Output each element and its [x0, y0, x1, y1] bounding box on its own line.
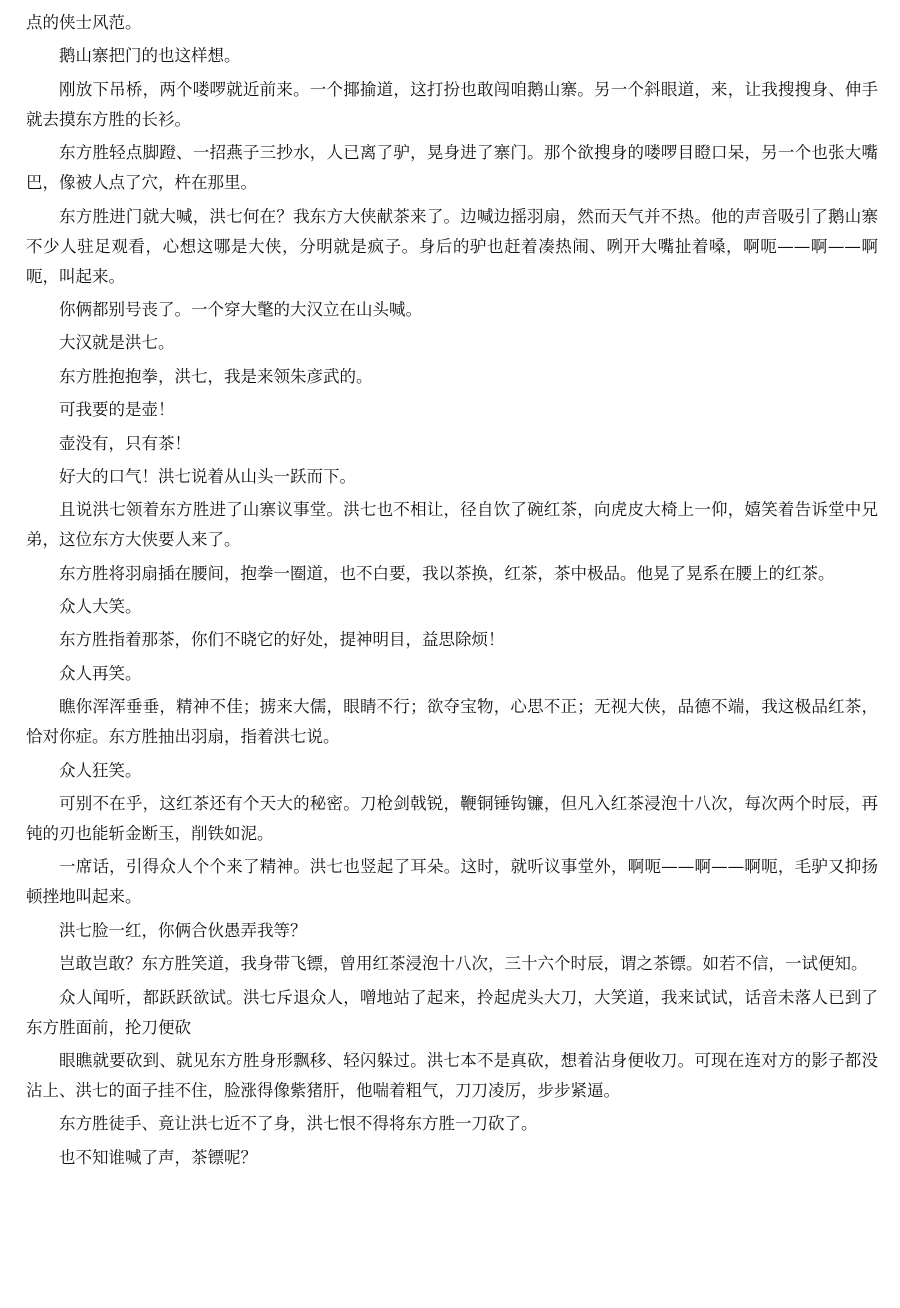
- paragraph-20: 一席话，引得众人个个来了精神。洪七也竖起了耳朵。这时，就听议事堂外，啊呃——啊——啊呃，毛驴又抑扬顿挫地叫起来。: [26, 857, 878, 907]
- paragraph-3: 刚放下吊桥，两个喽啰就近前来。一个揶揄道，这打扮也敢闯咱鹅山寨。另一个斜眼道，来，让我搜搜身、伸手就去摸东方胜的长衫。: [26, 79, 878, 129]
- paragraph-12: 且说洪七领着东方胜进了山寨议事堂。洪七也不相让，径自饮了碗红茶，向虎皮大椅上一仰，嬉笑着告诉堂中兄弟，这位东方大侠要人来了。: [26, 500, 878, 550]
- paragraph-18: 众人狂笑。: [59, 760, 142, 780]
- paragraph-2: 鹅山寨把门的也这样想。: [59, 46, 241, 66]
- paragraph-11: 好大的口气！洪七说着从山头一跃而下。: [59, 466, 356, 486]
- paragraph-24: 眼瞧就要砍到、就见东方胜身形飘移、轻闪躲过。洪七本不是真砍，想着沾身便收刀。可现在连对方的影子都没沾上、洪七的面子挂不住，脸涨得像紫猪肝，他喘着粗气，刀刀凌厉，步步紧逼。: [26, 1050, 878, 1100]
- paragraph-10: 壶没有，只有茶！: [59, 433, 191, 453]
- paragraph-4: 东方胜轻点脚蹬、一招燕子三抄水，人已离了驴，晃身进了寨门。那个欲搜身的喽啰目瞪口呆，另一个也张大嘴巴，像被人点了穴，杵在那里。: [26, 143, 878, 193]
- paragraph-16: 众人再笑。: [59, 663, 142, 683]
- paragraph-22: 岂敢岂敢？东方胜笑道，我身带飞镖，曾用红茶浸泡十八次，三十六个时辰，谓之茶镖。如若不信，一试便知。: [59, 954, 868, 974]
- paragraph-7: 大汉就是洪七。: [59, 333, 175, 353]
- paragraph-9: 可我要的是壶！: [59, 400, 175, 420]
- paragraph-19: 可别不在乎，这红茶还有个天大的秘密。刀枪剑戟锐，鞭铜锤钩镰，但凡入红茶浸泡十八次，每次两个时辰，再钝的刃也能斩金断玉，削铁如泥。: [26, 794, 878, 844]
- paragraph-5: 东方胜进门就大喊，洪七何在？我东方大侠献茶来了。边喊边摇羽扇，然而天气并不热。他的声音吸引了鹅山寨不少人驻足观看，心想这哪是大侠，分明就是疯子。身后的驴也赶着凑热闹、咧开大嘴扯着嗓，啊呃——啊——啊呃，叫起来。: [26, 206, 878, 286]
- paragraph-6: 你俩都别号丧了。一个穿大氅的大汉立在山头喊。: [59, 299, 422, 319]
- paragraph-15: 东方胜指着那茶，你们不晓它的好处，提神明目，益思除烦！: [59, 630, 505, 650]
- paragraph-17: 瞧你浑浑垂垂，精神不佳；掳来大儒，眼睛不行；欲夺宝物，心思不正；无视大侠，品德不端，我这极品红茶，恰对你症。东方胜抽出羽扇，指着洪七说。: [26, 697, 878, 747]
- paragraph-14: 众人大笑。: [59, 597, 142, 617]
- paragraph-8: 东方胜抱抱拳，洪七，我是来领朱彦武的。: [59, 366, 373, 386]
- paragraph-13: 东方胜将羽扇插在腰间，抱拳一圈道，也不白要，我以茶换，红茶，茶中极品。他晃了晃系在腰上的红茶。: [59, 563, 835, 583]
- paragraph-21: 洪七脸一红，你俩合伙愚弄我等？: [59, 920, 307, 940]
- paragraph-23: 众人闻听，都跃跃欲试。洪七斥退众人，噌地站了起来，拎起虎头大刀，大笑道，我来试试，话音未落人已到了东方胜面前，抡刀便砍: [26, 987, 878, 1037]
- paragraph-25: 东方胜徒手、竟让洪七近不了身，洪七恨不得将东方胜一刀砍了。: [59, 1114, 538, 1134]
- paragraph-26: 也不知谁喊了声，茶镖呢？: [59, 1147, 257, 1167]
- document-page: [26, 8, 878, 1176]
- paragraph-1: 点的侠士风范。: [26, 13, 142, 32]
